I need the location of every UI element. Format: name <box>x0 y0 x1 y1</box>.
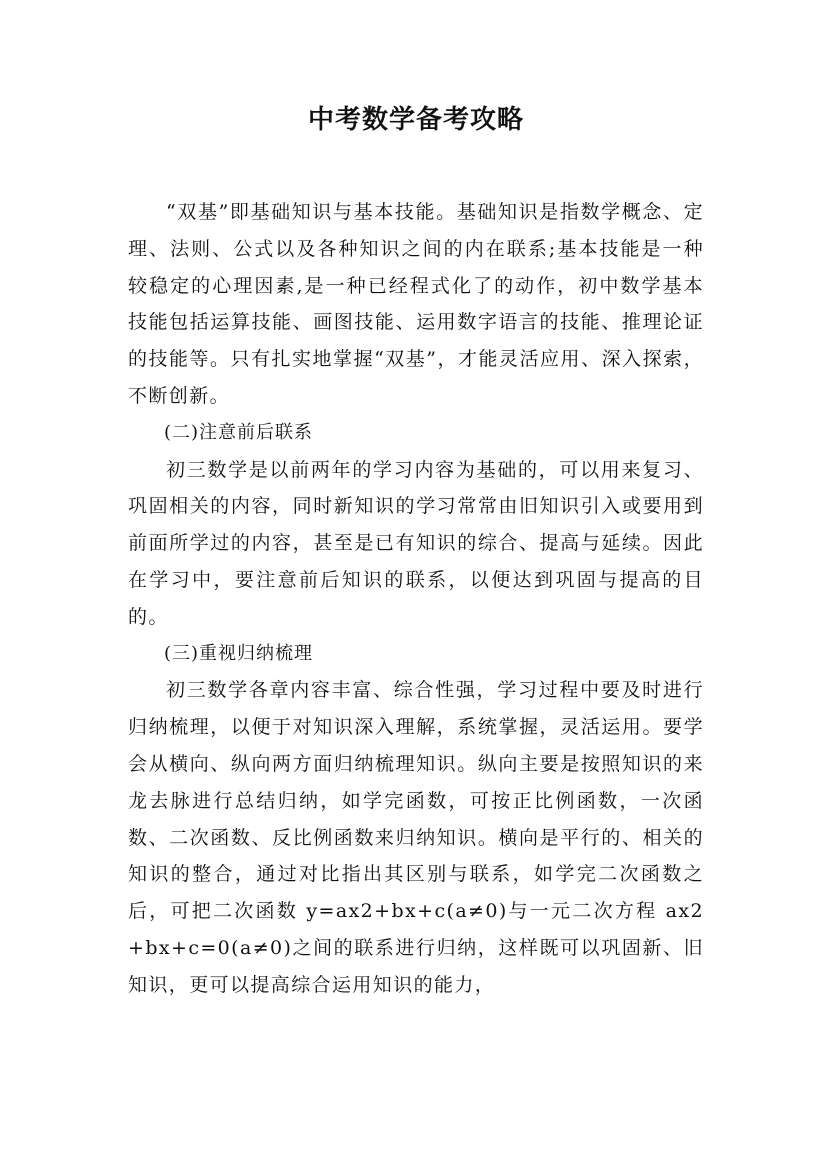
section-heading-2: (二)注意前后联系 <box>164 421 314 443</box>
section-heading-3: (三)重视归纳梳理 <box>164 642 314 664</box>
paragraph-shuangji: “双基”即基础知识与基本技能。基础知识是指数学概念、定理、法则、公式以及各种知识之间的内在联系;基本技能是一种较稳定的心理因素,是一种已经程式化了的动作，初中数学基本技能包括运算技能、画图技能、运用数字语言的技能、推理论证的技能等。只有扎实地掌握“双基”，才能灵活应用、深入探索，不断创新。 <box>128 201 704 407</box>
paragraph-summarize: 初三数学各章内容丰富、综合性强，学习过程中要及时进行归纳梳理，以便于对知识深入理解，系统掌握，灵活运用。要学会从横向、纵向两方面归纳梳理知识。纵向主要是按照知识的来龙去脉进行总结归纳，如学完函数，可按正比例函数，一次函数、二次函数、反比例函数来归纳知识。横向是平行的、相关的知识的整合，通过对比指出其区别与联系，如学完二次函数之后，可把二次函数 y=ax2+bx+c(a≠0)与一元二次方程 ax2+bx+c=0(a≠0)之间的联系进行归纳，这样既可以巩固新、旧知识，更可以提高综合运用知识的能力， <box>128 679 704 996</box>
document-body <box>128 194 704 1004</box>
document-title: 中考数学备考攻略 <box>307 105 524 135</box>
paragraph-connections: 初三数学是以前两年的学习内容为基础的，可以用来复习、巩固相关的内容，同时新知识的学习常常由旧知识引入或要用到前面所学过的内容，甚至是已有知识的综合、提高与延续。因此在学习中，要注意前后知识的联系，以便达到巩固与提高的目的。 <box>128 458 704 628</box>
